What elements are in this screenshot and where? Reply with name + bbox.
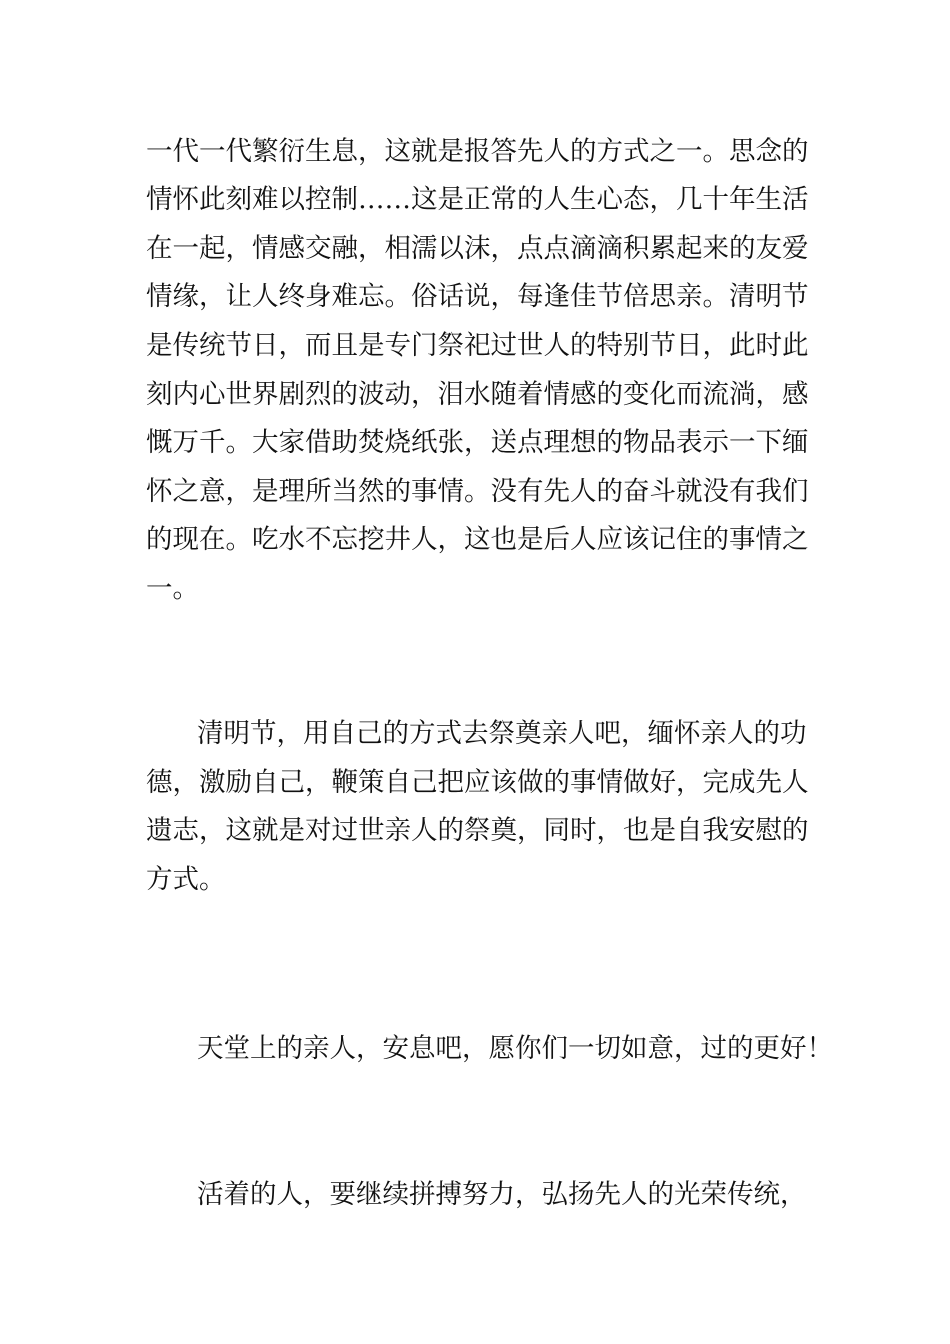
text-line: 活着的人，要继续拼搏努力，弘扬先人的光荣传统， [197,1179,807,1210]
text-line: 清明节，用自己的方式去祭奠亲人吧，缅怀亲人的功 [197,718,807,749]
text-line: 在一起，情感交融，相濡以沫，点点滴滴积累起来的友爱 [146,233,809,264]
text-line: 怀之意，是理所当然的事情。没有先人的奋斗就没有我们 [146,476,809,507]
text-line: 是传统节日，而且是专门祭祀过世人的特别节日，此时此 [146,330,809,361]
text-line: 方式。 [146,864,226,895]
text-line: 遗志，这就是对过世亲人的祭奠，同时，也是自我安慰的 [146,815,809,846]
text-line: 情缘，让人终身难忘。俗话说，每逢佳节倍思亲。清明节 [146,281,809,312]
text-line: 刻内心世界剧烈的波动，泪水随着情感的变化而流淌，感 [146,379,809,410]
text-line: 情怀此刻难以控制……这是正常的人生心态，几十年生活 [146,184,809,215]
text-line: 天堂上的亲人，安息吧，愿你们一切如意，过的更好！ [197,1033,833,1064]
text-line: 慨万千。大家借助焚烧纸张，送点理想的物品表示一下缅 [146,427,809,458]
text-line: 的现在。吃水不忘挖井人，这也是后人应该记住的事情之 [146,524,809,555]
text-line: 一代一代繁衍生息，这就是报答先人的方式之一。思念的 [146,136,809,167]
text-line: 一。 [146,573,199,604]
text-line: 德，激励自己，鞭策自己把应该做的事情做好，完成先人 [146,767,809,798]
